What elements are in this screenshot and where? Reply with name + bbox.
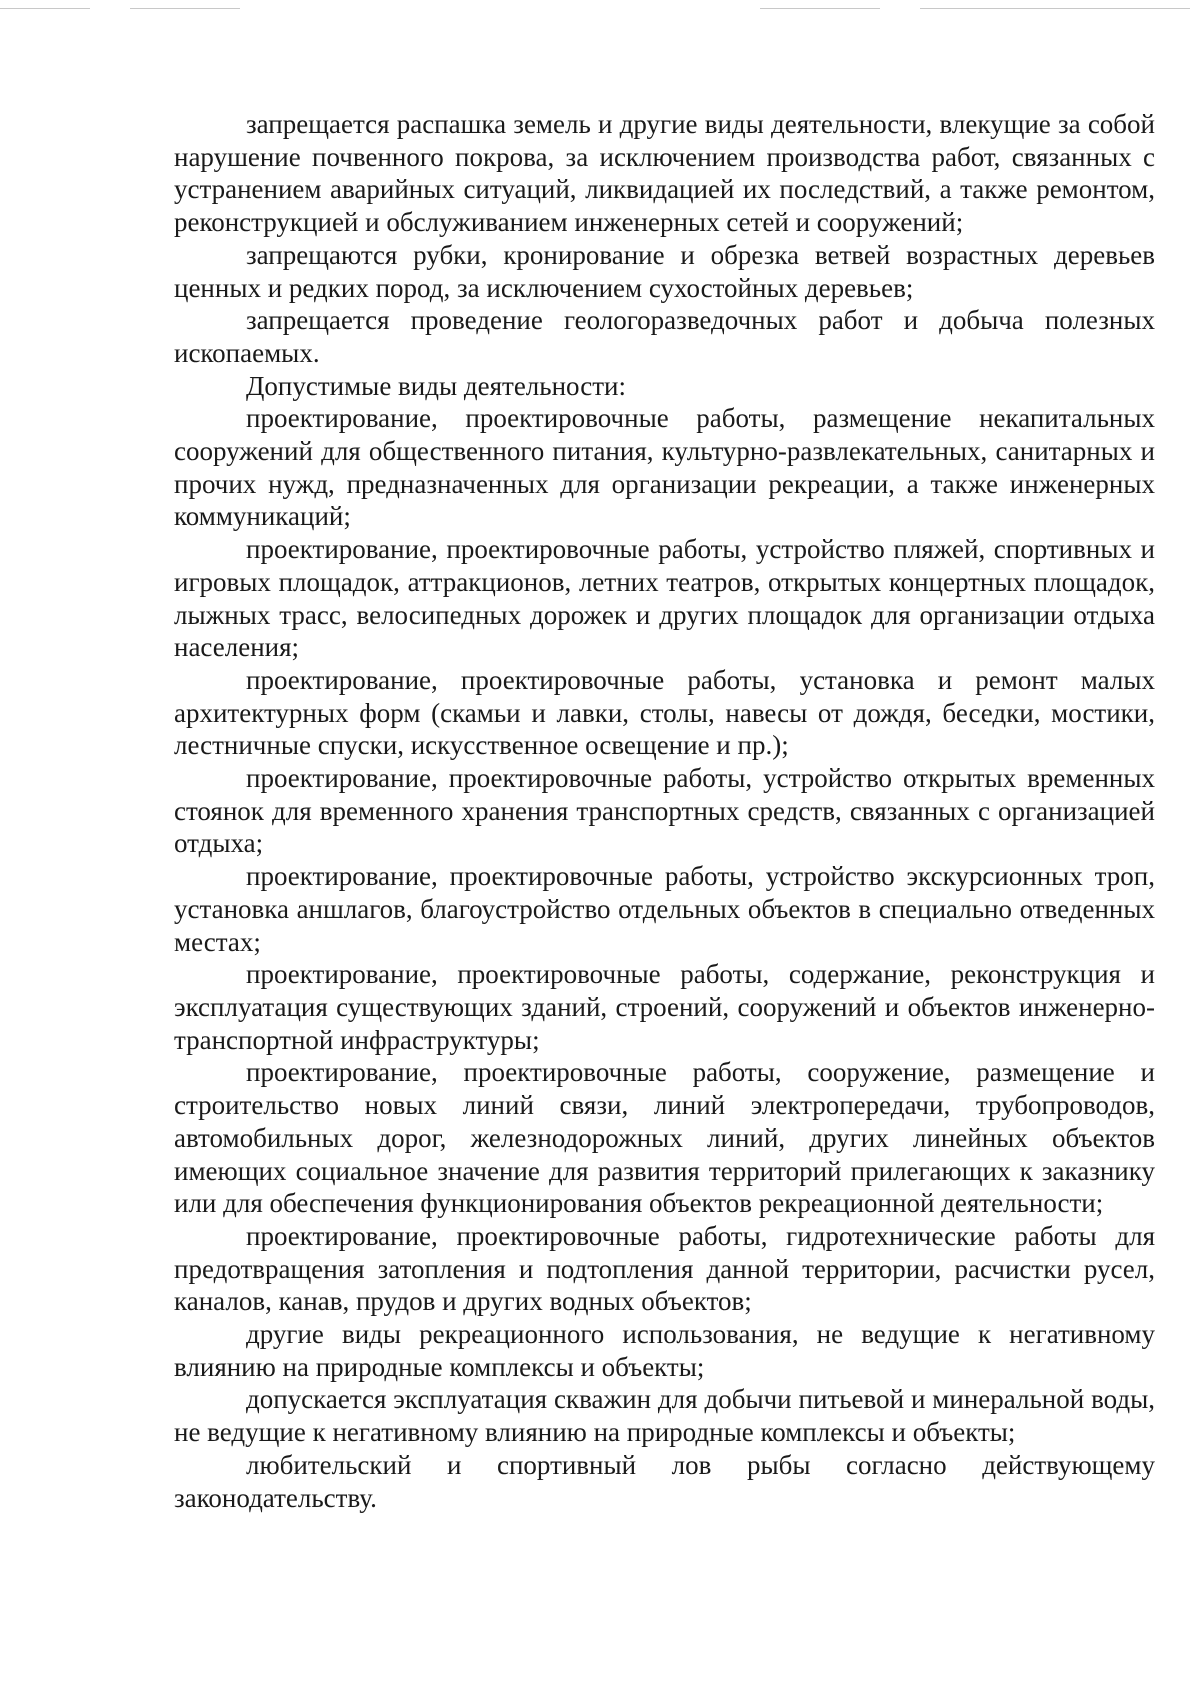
paragraph-allowed-item: другие виды рекреационного использования, не ведущие к негативному влиянию на природные комплексы и объекты; (174, 1319, 1155, 1382)
paragraph-prohibition-plowing: запрещается распашка земель и другие виды деятельности, влекущие за собой нарушение почвенного покрова, за исключением производства работ, связанных с устранением аварийных ситуаций, ликвидацией их последствий, а также ремонтом, реконструкцией и обслуживанием инженерных сетей и сооружений; (174, 109, 1155, 238)
paragraph-allowed-item: проектирование, проектировочные работы, устройство экскурсионных троп, установка аншлагов, благоустройство отдельных объектов в специально отведенных местах; (174, 861, 1155, 957)
paragraph-prohibition-logging: запрещаются рубки, кронирование и обрезка ветвей возрастных деревьев ценных и редких пород, за исключением сухостойных деревьев; (174, 239, 1155, 303)
paragraph-allowed-item: проектирование, проектировочные работы, гидротехнические работы для предотвращения затопления и подтопления данной территории, расчистки русел, каналов, канав, прудов и других водных объектов; (174, 1220, 1155, 1317)
paragraph-allowed-item: проектирование, проектировочные работы, размещение некапитальных сооружений для общественного питания, культурно-развлекательных, санитарных и прочих нужд, предназначенных для организации рекреации, а также инженерных коммуникаций; (174, 403, 1155, 532)
scan-artifact-line (130, 8, 240, 9)
paragraph-allowed-item: проектирование, проектировочные работы, сооружение, размещение и строительство новых линий связи, линий электропередачи, трубопроводов, автомобильных дорог, железнодорожных линий, других линейных объектов имеющих социальное значение для развития территорий прилегающих к заказнику или для обеспечения функционирования объектов рекреационной деятельности; (174, 1057, 1155, 1219)
paragraph-allowed-item: проектирование, проектировочные работы, устройство пляжей, спортивных и игровых площадок, аттракционов, летних театров, открытых концертных площадок, лыжных трасс, велосипедных дорожек и других площадок для организации отдыха населения; (174, 534, 1155, 663)
paragraph-allowed-heading: Допустимые виды деятельности: (246, 370, 626, 401)
paragraph-allowed-item: проектирование, проектировочные работы, содержание, реконструкция и эксплуатация существующих зданий, строений, сооружений и объектов инженерно-транспортной инфраструктуры; (174, 959, 1155, 1055)
paragraph-prohibition-exploration: запрещается проведение геологоразведочных работ и добыча полезных ископаемых. (174, 305, 1155, 368)
scan-artifact-line (920, 8, 1190, 9)
paragraph-allowed-item: проектирование, проектировочные работы, устройство открытых временных стоянок для временного хранения транспортных средств, связанных с организацией отдыха; (174, 763, 1155, 859)
paragraph-allowed-item: проектирование, проектировочные работы, установка и ремонт малых архитектурных форм (скамьи и лавки, столы, навесы от дождя, беседки, мостики, лестничные спуски, искусственное освещение и пр.); (174, 664, 1155, 761)
scan-artifact-line (0, 8, 90, 9)
paragraph-allowed-item: допускается эксплуатация скважин для добычи питьевой и минеральной воды, не ведущие к негативному влиянию на природные комплексы и объекты; (174, 1384, 1155, 1448)
paragraph-allowed-item: любительский и спортивный лов рыбы согласно действующему законодательству. (174, 1449, 1155, 1513)
document-page (174, 108, 1155, 1514)
scan-artifact-line (760, 8, 880, 9)
